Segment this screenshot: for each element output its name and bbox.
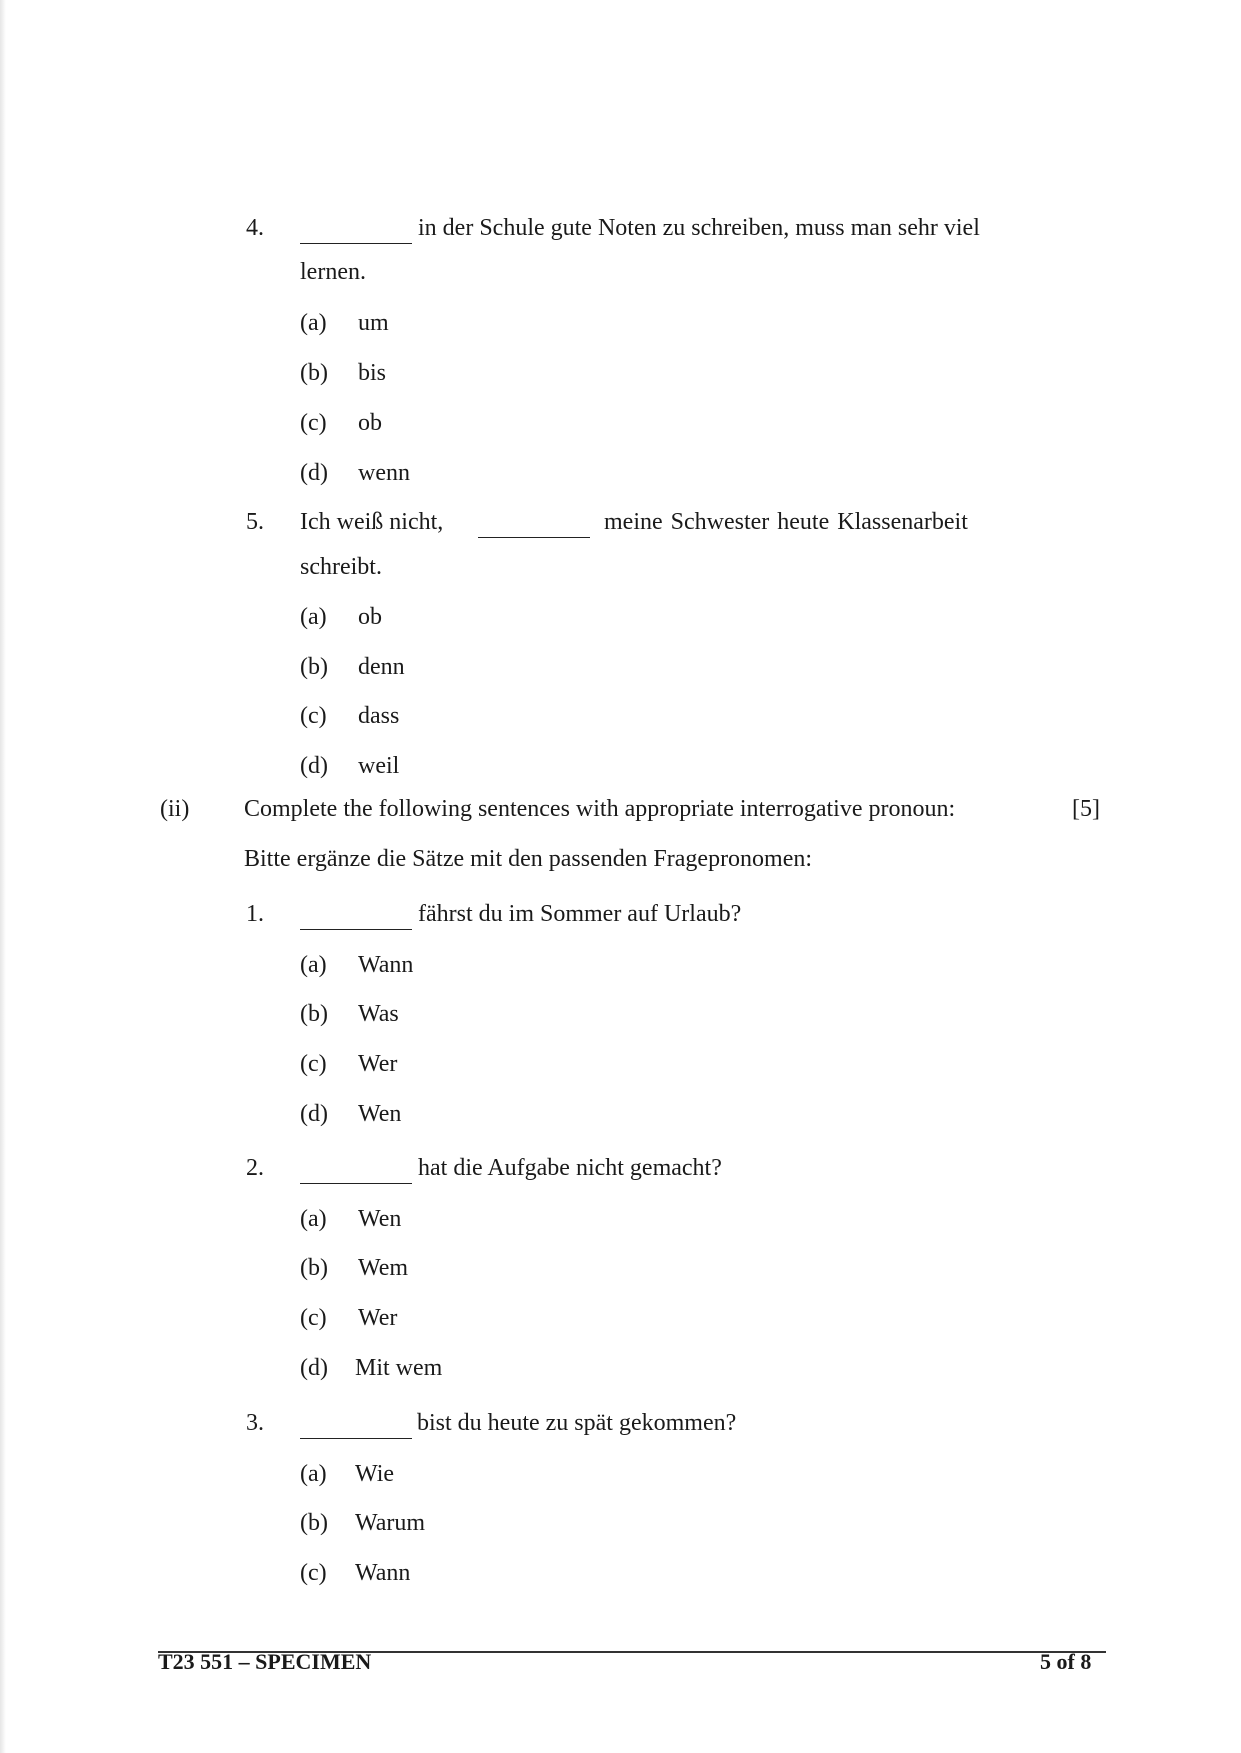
question-ii-3-number: 3. <box>246 1410 264 1436</box>
question-ii-2-option-c-label: (c) <box>300 1305 327 1331</box>
question-ii-3-option-a: Wie <box>355 1461 395 1487</box>
question-ii-3-option-c-label: (c) <box>300 1560 327 1586</box>
question-ii-1-option-a-label: (a) <box>300 952 327 978</box>
question-ii-3-option-c: Wann <box>355 1560 411 1586</box>
question-ii-2-option-d: Mit wem <box>355 1355 443 1381</box>
question-ii-2-option-a: Wen <box>358 1206 402 1232</box>
question-ii-3-option-b-label: (b) <box>300 1510 328 1536</box>
question-5-stem-continuation: schreibt. <box>300 554 382 580</box>
question-ii-2-option-b-label: (b) <box>300 1255 328 1281</box>
question-4-stem: in der Schule gute Noten zu schreiben, muss man sehr viel <box>418 215 980 241</box>
question-ii-1-option-c: Wer <box>358 1051 398 1077</box>
question-5-option-c-label: (c) <box>300 703 327 729</box>
section-ii-instruction-en: Complete the following sentences with appropriate interrogative pronoun: <box>244 796 956 822</box>
question-5-option-b: denn <box>358 654 405 680</box>
footer-page-number: 5 of 8 <box>1040 1649 1092 1674</box>
question-ii-2-option-b: Wem <box>358 1255 409 1281</box>
question-4-stem-continuation: lernen. <box>300 259 366 285</box>
question-5-option-d-label: (d) <box>300 753 328 779</box>
question-ii-3-option-b: Warum <box>355 1510 426 1536</box>
question-5-option-b-label: (b) <box>300 654 328 680</box>
question-ii-2-option-a-label: (a) <box>300 1206 327 1232</box>
question-5-stem-end: meine Schwester heute Klassenarbeit <box>604 509 968 535</box>
footer-paper-code: T23 551 – SPECIMEN <box>158 1649 372 1674</box>
question-ii-1-option-c-label: (c) <box>300 1051 327 1077</box>
question-ii-1-stem: fährst du im Sommer auf Urlaub? <box>418 901 742 927</box>
question-ii-3-option-a-label: (a) <box>300 1461 327 1487</box>
question-4-blank <box>300 243 412 244</box>
question-4-option-c: ob <box>358 410 382 436</box>
question-ii-2-blank <box>300 1183 412 1184</box>
question-5-option-c: dass <box>358 703 400 729</box>
question-4-option-c-label: (c) <box>300 410 327 436</box>
question-4-option-d-label: (d) <box>300 460 328 486</box>
section-ii-label: (ii) <box>160 796 190 822</box>
question-ii-1-number: 1. <box>246 901 264 927</box>
question-5-option-a-label: (a) <box>300 604 327 630</box>
question-ii-2-option-c: Wer <box>358 1305 398 1331</box>
question-ii-2-number: 2. <box>246 1155 264 1181</box>
question-5-option-d: weil <box>358 753 400 779</box>
scan-edge-shadow <box>0 0 6 1753</box>
section-ii-instruction-de: Bitte ergänze die Sätze mit den passenden Fragepronomen: <box>244 846 813 872</box>
question-ii-1-option-b: Was <box>358 1001 399 1027</box>
question-ii-2-option-d-label: (d) <box>300 1355 328 1381</box>
question-4-number: 4. <box>246 215 264 241</box>
question-5-number: 5. <box>246 509 264 535</box>
question-5-option-a: ob <box>358 604 382 630</box>
question-5-stem-start: Ich weiß nicht, <box>300 509 444 535</box>
question-ii-1-blank <box>300 929 412 930</box>
question-ii-1-option-d: Wen <box>358 1101 402 1127</box>
question-ii-2-stem: hat die Aufgabe nicht gemacht? <box>418 1155 722 1181</box>
question-4-option-b-label: (b) <box>300 360 328 386</box>
question-ii-1-option-d-label: (d) <box>300 1101 328 1127</box>
question-4-option-d: wenn <box>358 460 410 486</box>
question-5-blank <box>478 537 590 538</box>
question-ii-3-blank <box>300 1438 412 1439</box>
question-ii-1-option-b-label: (b) <box>300 1001 328 1027</box>
question-4-option-a: um <box>358 310 389 336</box>
question-ii-1-option-a: Wann <box>358 952 414 978</box>
question-4-option-b: bis <box>358 360 387 386</box>
question-ii-3-stem: bist du heute zu spät gekommen? <box>417 1410 737 1436</box>
section-ii-marks: [5] <box>1072 796 1100 822</box>
question-4-option-a-label: (a) <box>300 310 327 336</box>
